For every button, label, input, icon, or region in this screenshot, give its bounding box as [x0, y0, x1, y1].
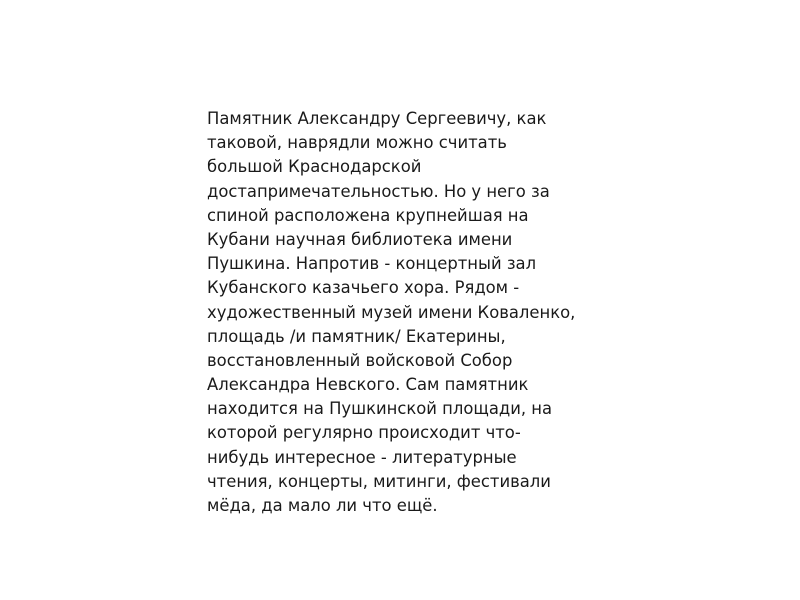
text-line: которой регулярно происходит что- [207, 423, 521, 443]
text-line: Кубанского казачьего хора. Рядом - [207, 278, 520, 298]
text-line: художественный музей имени Коваленко, [207, 302, 576, 322]
text-line: мёда, да мало ли что ещё. [207, 496, 438, 515]
text-line: нибудь интересное - литературные [207, 447, 517, 467]
text-line: достапримечательностью. Но у него за [207, 181, 550, 201]
text-line: Александра Невского. Сам памятник [207, 375, 529, 395]
text-line: спиной расположена крупнейшая на [207, 205, 529, 225]
text-line: Кубани научная библиотека имени [207, 229, 513, 249]
text-line: большой Краснодарской [207, 157, 422, 177]
body-text [207, 107, 607, 518]
text-line: чтения, концерты, митинги, фестивали [207, 471, 551, 491]
text-line: таковой, наврядли можно считать [207, 133, 507, 153]
text-line: площадь /и памятник/ Екатерины, [207, 326, 506, 346]
text-line: Памятник Александру Сергеевичу, как [207, 109, 547, 128]
text-line: восстановленный войсковой Собор [207, 350, 513, 370]
text-line: Пушкина. Напротив - концертный зал [207, 254, 537, 274]
text-line: находится на Пушкинской площади, на [207, 399, 553, 419]
